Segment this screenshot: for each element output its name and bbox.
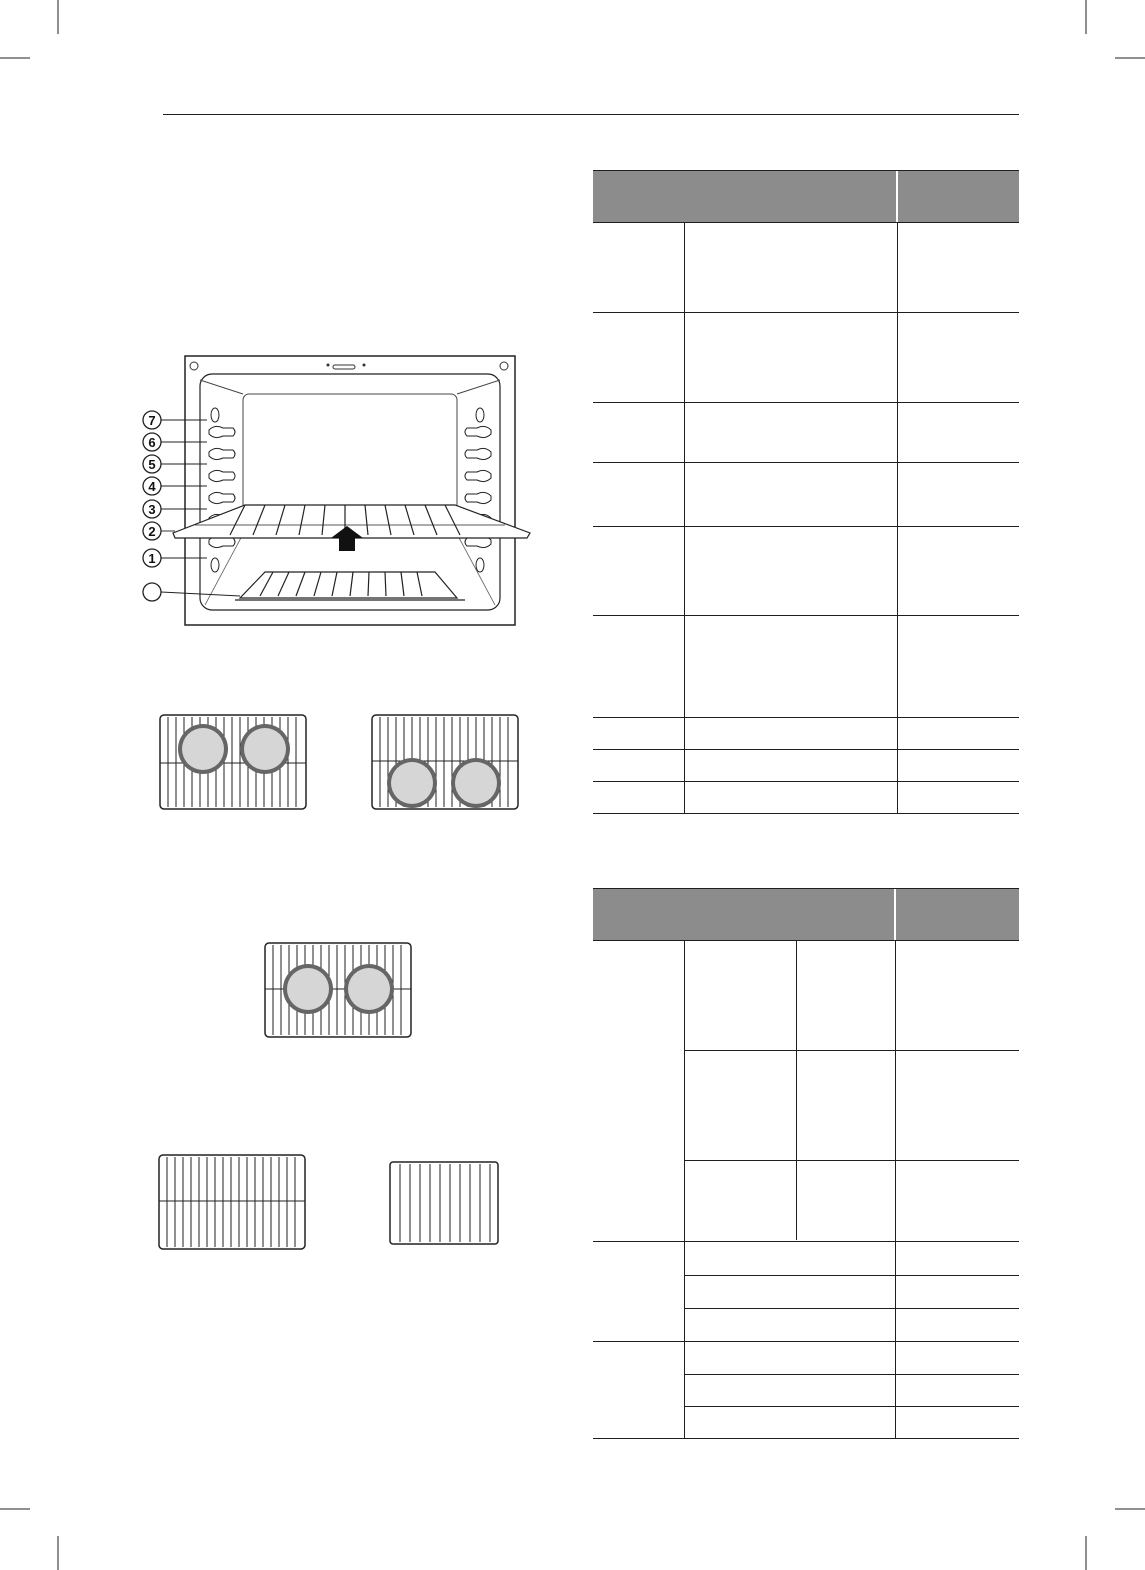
header-rule [163,114,1019,115]
table-2-header-side [896,888,1019,940]
table-2-row-rule [684,1308,1019,1309]
table-1-header-side [898,170,1019,222]
rack-label-3: 3 [148,502,156,517]
table-1-row-rule [593,749,1019,750]
rack-label-6: 6 [148,435,156,450]
table-1-row-rule [593,312,1019,313]
table-1-row-rule [593,526,1019,527]
table-1-rule [593,813,1019,814]
table-2-header-main [593,888,894,940]
table-2-col-rule [796,940,797,1240]
table-2-row-rule [684,1374,1019,1375]
flat-rack-illustration [157,1153,307,1253]
table-2-rule [593,888,1019,889]
table-1-row-rule [593,717,1019,718]
rack-pans-lower-illustration [370,713,520,813]
bottom-rack [235,572,465,600]
table-1-row-rule [593,402,1019,403]
table-2 [593,888,1019,1440]
table-1-rule [593,170,1019,171]
table-1-rule [593,222,1019,223]
table-2-row-rule [593,1241,1019,1242]
table-2-row-rule [684,1406,1019,1407]
rack-label-5: 5 [148,457,156,472]
table-2-row-rule [593,1341,1019,1342]
table-1-row-rule [593,462,1019,463]
table-2-row-rule [684,1050,1019,1051]
rack-label-2: 2 [148,524,156,539]
table-1-row-rule [593,615,1019,616]
table-2-rule [593,940,1019,941]
rack-pans-upper-illustration [158,713,308,813]
table-2-rule [593,1438,1019,1439]
rack-position-bottom [143,583,161,601]
half-rack-illustration [388,1160,503,1248]
table-1-col-rule [684,222,685,813]
table-1-header-main [593,170,896,222]
rack-label-1: 1 [148,551,156,566]
table-2-row-rule [684,1275,1019,1276]
table-1-col-rule [897,222,898,813]
rack-label-4: 4 [148,479,156,494]
rack-label-7: 7 [148,413,156,428]
table-1 [593,170,1019,814]
rack-pans-center-illustration [263,941,413,1041]
table-2-col-rule [895,940,896,1438]
table-2-row-rule [684,1160,1019,1161]
table-1-row-rule [593,781,1019,782]
table-2-col-rule [684,940,685,1438]
oven-rack-positions-diagram [135,350,535,640]
